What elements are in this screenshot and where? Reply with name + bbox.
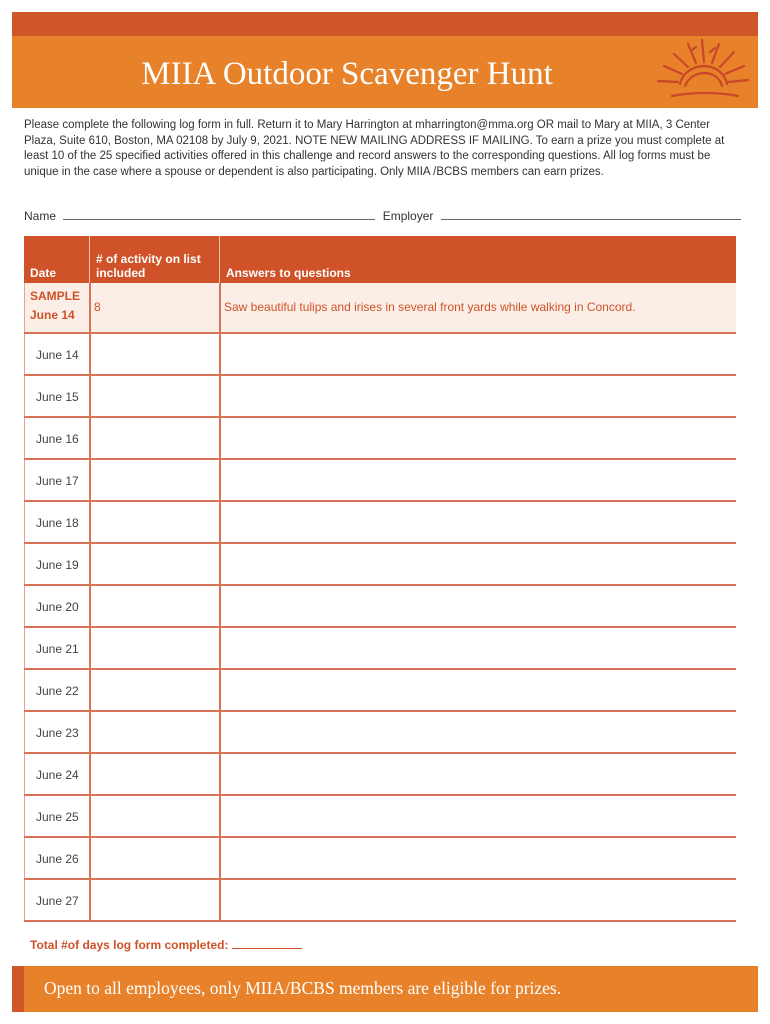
answer-cell[interactable] xyxy=(221,586,736,626)
table-row xyxy=(24,712,736,754)
row-date: June 27 xyxy=(36,894,79,908)
total-days-field[interactable] xyxy=(232,938,302,949)
table-row xyxy=(24,418,736,460)
total-days-line xyxy=(30,938,302,952)
table-row xyxy=(24,502,736,544)
name-label: Name xyxy=(24,209,57,223)
activity-number-cell[interactable] xyxy=(91,628,219,668)
table-row xyxy=(24,880,736,922)
footer-banner xyxy=(12,966,758,1012)
column-header-date: Date xyxy=(30,266,57,280)
activity-number-cell[interactable] xyxy=(91,418,219,458)
sun-icon xyxy=(652,36,752,108)
answer-cell[interactable] xyxy=(221,712,736,752)
header-top-band xyxy=(12,12,758,36)
row-date: June 25 xyxy=(36,810,79,824)
sample-row xyxy=(24,283,736,334)
activity-number-cell[interactable] xyxy=(91,880,219,920)
answer-cell[interactable] xyxy=(221,628,736,668)
activity-number-cell[interactable] xyxy=(91,544,219,584)
name-employer-line xyxy=(24,207,744,225)
name-field[interactable] xyxy=(63,207,375,220)
table-row xyxy=(24,544,736,586)
answer-cell[interactable] xyxy=(221,376,736,416)
instructions-text: Please complete the following log form in full. Return it to Mary Harrington at mharrington@mma.org OR mail to Mary at MIIA, 3 Center Plaza, Suite 610, Boston, MA 02108 by July 9, 2021. NOTE NEW MAILING ADDRESS IF MAILING. To earn a prize you must complete at least 10 of the 25 specified activities offered in this challenge and record answers to the corresponding questions. All log forms must be unique in the case where a spouse or dependent is also participating. Only MIIA /BCBS members can earn prizes. xyxy=(24,119,725,178)
log-table xyxy=(24,236,736,922)
table-row xyxy=(24,628,736,670)
row-date: June 16 xyxy=(36,432,79,446)
activity-number-cell[interactable] xyxy=(91,334,219,374)
row-date: June 23 xyxy=(36,726,79,740)
employer-field[interactable] xyxy=(441,207,741,220)
answer-cell[interactable] xyxy=(221,796,736,836)
total-days-label: Total #of days log form completed: xyxy=(30,938,229,952)
answer-cell[interactable] xyxy=(221,754,736,794)
row-date: June 17 xyxy=(36,474,79,488)
activity-number-cell[interactable] xyxy=(91,586,219,626)
table-row xyxy=(24,670,736,712)
answer-cell[interactable] xyxy=(221,502,736,542)
answer-cell[interactable] xyxy=(221,544,736,584)
row-date: June 21 xyxy=(36,642,79,656)
activity-number-cell[interactable] xyxy=(91,754,219,794)
row-date: June 20 xyxy=(36,600,79,614)
answer-cell[interactable] xyxy=(221,880,736,920)
row-date: June 14 xyxy=(36,348,79,362)
activity-number-cell[interactable] xyxy=(91,712,219,752)
sample-answer: Saw beautiful tulips and irises in several front yards while walking in Concord. xyxy=(224,300,636,314)
table-row xyxy=(24,334,736,376)
row-date: June 26 xyxy=(36,852,79,866)
sample-activity-number: 8 xyxy=(94,300,101,314)
row-date: June 22 xyxy=(36,684,79,698)
activity-number-cell[interactable] xyxy=(91,796,219,836)
answer-cell[interactable] xyxy=(221,334,736,374)
activity-number-cell[interactable] xyxy=(91,460,219,500)
activity-number-cell[interactable] xyxy=(91,670,219,710)
page-title: MIIA Outdoor Scavenger Hunt xyxy=(141,56,553,92)
row-date: June 19 xyxy=(36,558,79,572)
column-header-activity-number: # of activity on list included xyxy=(96,252,201,280)
log-rows xyxy=(24,334,736,922)
table-row xyxy=(24,838,736,880)
sample-date-cell xyxy=(30,287,85,325)
activity-number-cell[interactable] xyxy=(91,838,219,878)
table-row xyxy=(24,460,736,502)
header-banner xyxy=(12,12,758,108)
answer-cell[interactable] xyxy=(221,460,736,500)
table-row xyxy=(24,586,736,628)
answer-cell[interactable] xyxy=(221,838,736,878)
sample-date: June 14 xyxy=(30,308,75,322)
table-row xyxy=(24,796,736,838)
answer-cell[interactable] xyxy=(221,670,736,710)
employer-label: Employer xyxy=(382,209,434,223)
row-date: June 18 xyxy=(36,516,79,530)
table-row xyxy=(24,376,736,418)
sample-label: SAMPLE xyxy=(30,289,81,303)
table-row xyxy=(24,754,736,796)
activity-number-cell[interactable] xyxy=(91,376,219,416)
column-header-answers: Answers to questions xyxy=(226,266,351,280)
table-header xyxy=(24,236,736,283)
activity-number-cell[interactable] xyxy=(91,502,219,542)
answer-cell[interactable] xyxy=(221,418,736,458)
row-date: June 24 xyxy=(36,768,79,782)
row-date: June 15 xyxy=(36,390,79,404)
footer-text: Open to all employees, only MIIA/BCBS members are eligible for prizes. xyxy=(44,978,562,998)
